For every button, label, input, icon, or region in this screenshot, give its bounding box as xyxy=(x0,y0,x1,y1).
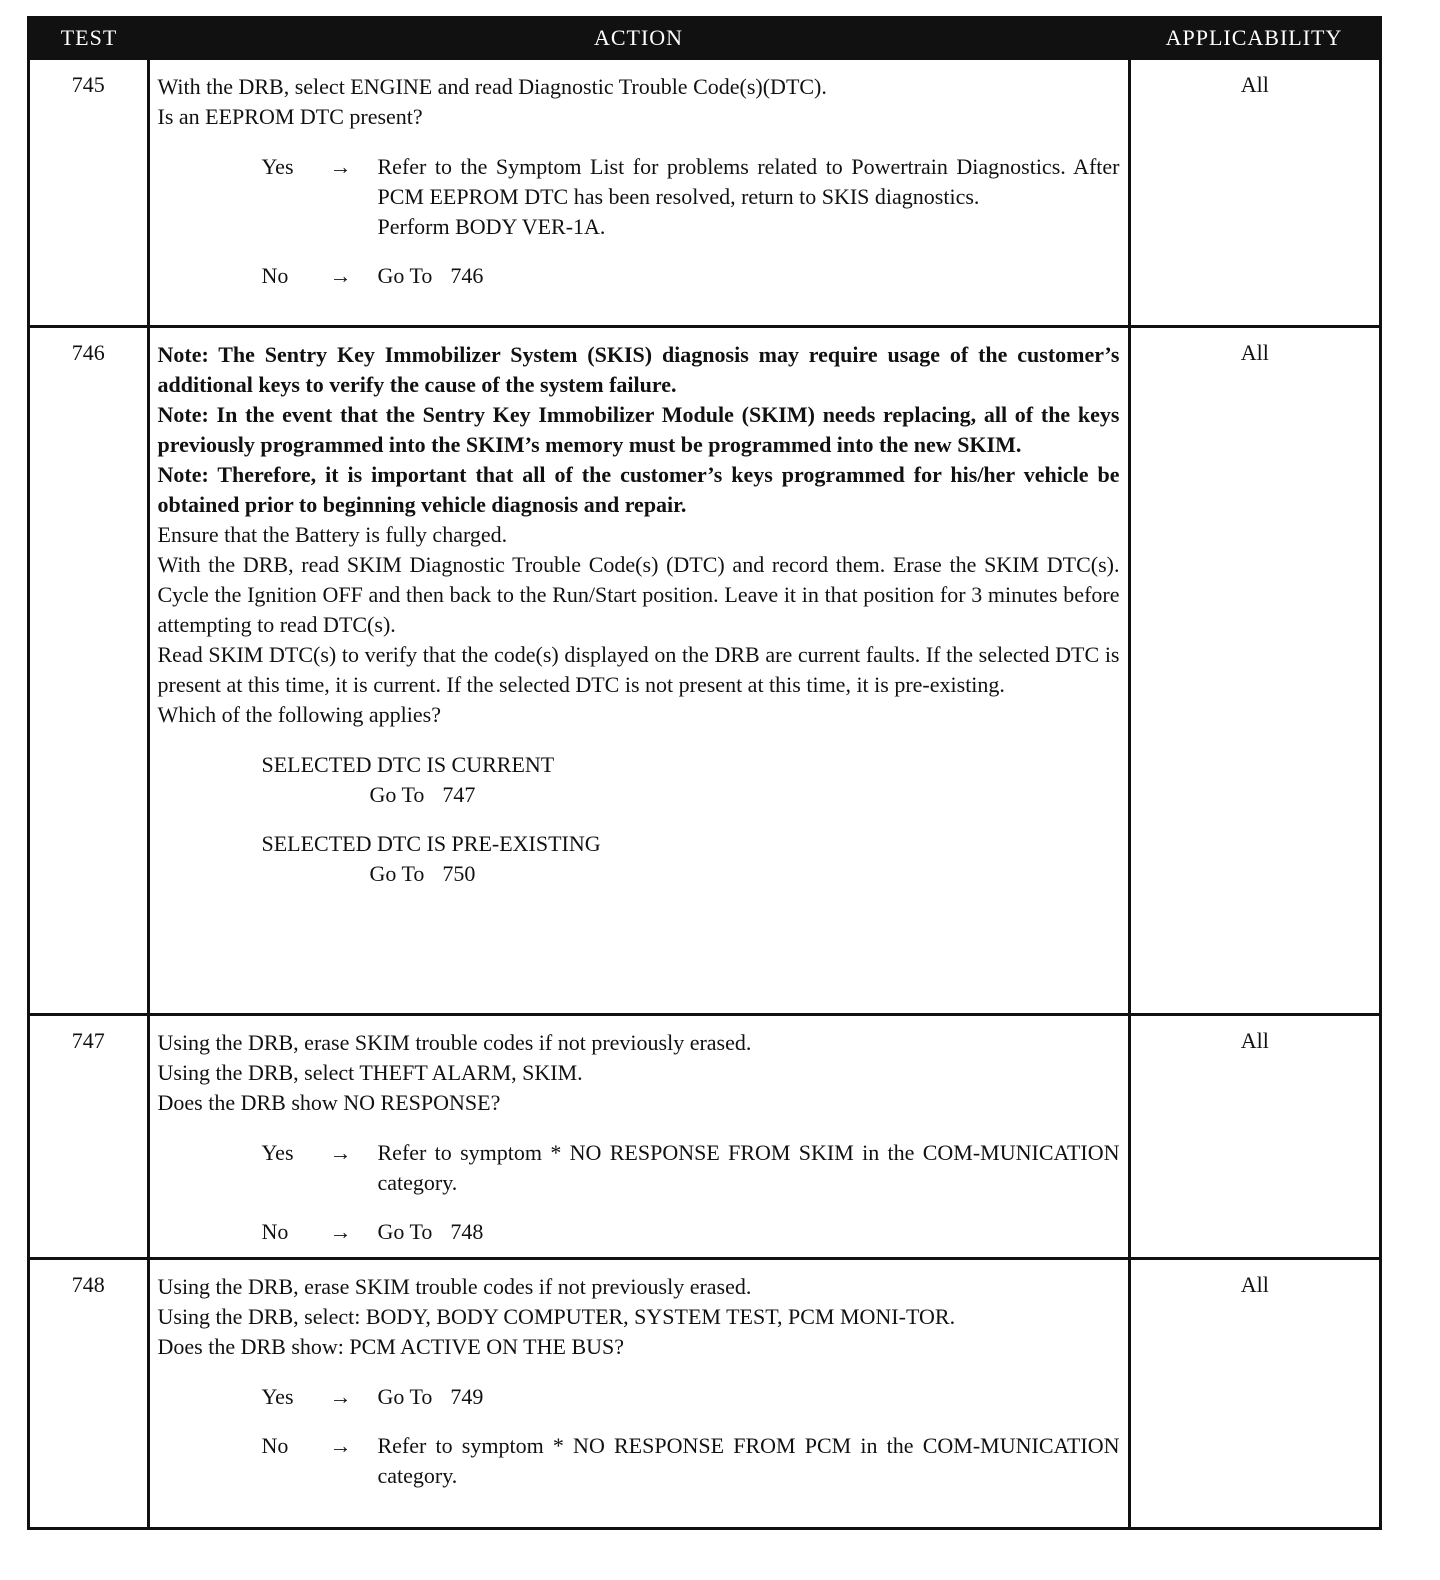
answer-goto xyxy=(378,1382,1120,1412)
test-number: 748 xyxy=(30,1259,148,1527)
action-line: Using the DRB, select THEFT ALARM, SKIM. xyxy=(157,1060,583,1085)
action-line: Using the DRB, erase SKIM trouble codes if not previously erased. xyxy=(157,1030,752,1055)
choice-goto xyxy=(370,780,1120,810)
note-line: Note: The Sentry Key Immobilizer System (SKIS) diagnosis may require usage of the customer’s additional keys to verify the cause of the system failure. xyxy=(157,342,1120,397)
action-line: Ensure that the Battery is fully charged. xyxy=(157,522,508,547)
table-row xyxy=(30,1015,1379,1259)
answer-text xyxy=(378,1138,1120,1198)
header-applicability: APPLICABILITY xyxy=(1129,19,1379,59)
choice-label: SELECTED DTC IS PRE-EXISTING xyxy=(261,831,601,856)
action-line: Read SKIM DTC(s) to verify that the code(s) displayed on the DRB are current faults. If the selected DTC is present at this time, it is current. If the selected DTC is not present at this time, it is pre-existing. xyxy=(157,642,1120,697)
goto-label: Go To xyxy=(377,1384,433,1409)
answer-label: Yes xyxy=(261,1140,294,1165)
applicability-value: All xyxy=(1129,1015,1379,1259)
right-arrow-icon: → xyxy=(329,1140,352,1165)
goto-number: 748 xyxy=(450,1219,484,1244)
action-line: With the DRB, select ENGINE and read Diagnostic Trouble Code(s)(DTC). xyxy=(157,74,827,99)
right-arrow-icon: → xyxy=(329,154,352,179)
answer-label: No xyxy=(261,1433,289,1458)
answer-label: No xyxy=(261,1219,289,1244)
goto-number: 747 xyxy=(442,782,476,807)
goto-label: Go To xyxy=(377,263,433,288)
action-line: Which of the following applies? xyxy=(157,702,441,727)
test-number: 747 xyxy=(30,1015,148,1259)
test-number: 745 xyxy=(30,59,148,327)
action-line: Using the DRB, erase SKIM trouble codes if not previously erased. xyxy=(157,1274,752,1299)
diagnostic-table-sheet xyxy=(27,16,1382,1530)
choice-pre-existing xyxy=(262,829,1120,889)
answer-text xyxy=(378,152,1120,242)
test-number: 746 xyxy=(30,327,148,1015)
answer-text-line: Perform BODY VER-1A. xyxy=(377,214,606,239)
action-cell xyxy=(148,1259,1129,1527)
choice-goto xyxy=(370,859,1120,889)
choice-current xyxy=(262,750,1120,810)
action-cell xyxy=(148,327,1129,1015)
answer-text xyxy=(378,1431,1120,1491)
answer-text-line: Refer to the Symptom List for problems related to Powertrain Diagnostics. After PCM EEPROM DTC has been resolved, return to SKIS diagnostics. xyxy=(377,154,1120,209)
goto-label: Go To xyxy=(377,1219,433,1244)
answer-text-line: Refer to symptom * NO RESPONSE FROM SKIM in the COM-MUNICATION category. xyxy=(377,1140,1120,1195)
action-line: Is an EEPROM DTC present? xyxy=(157,104,423,129)
header-test: TEST xyxy=(30,19,148,59)
answer-yes xyxy=(262,152,1120,242)
answer-list xyxy=(158,1138,1120,1247)
applicability-value: All xyxy=(1129,59,1379,327)
answer-goto xyxy=(378,261,1120,291)
answer-list xyxy=(158,1382,1120,1491)
goto-number: 750 xyxy=(442,861,476,886)
header-action: ACTION xyxy=(148,19,1129,59)
applicability-value: All xyxy=(1129,1259,1379,1527)
answer-label: No xyxy=(261,263,289,288)
action-cell xyxy=(148,1015,1129,1259)
goto-number: 746 xyxy=(450,263,484,288)
applicability-value: All xyxy=(1129,327,1379,1015)
goto-label: Go To xyxy=(369,782,425,807)
note-line: Note: In the event that the Sentry Key Immobilizer Module (SKIM) needs replacing, all of the keys previously programmed into the SKIM’s memory must be programmed into the new SKIM. xyxy=(157,402,1120,457)
answer-goto xyxy=(378,1217,1120,1247)
answer-yes xyxy=(262,1382,1120,1412)
diagnostic-test-table xyxy=(30,19,1379,1527)
action-cell xyxy=(148,59,1129,327)
table-row xyxy=(30,1259,1379,1527)
answer-no xyxy=(262,1431,1120,1491)
choice-list xyxy=(158,750,1120,889)
right-arrow-icon: → xyxy=(329,1384,352,1409)
action-line: Using the DRB, select: BODY, BODY COMPUTER, SYSTEM TEST, PCM MONI-TOR. xyxy=(157,1304,956,1329)
table-row xyxy=(30,59,1379,327)
answer-no xyxy=(262,261,1120,291)
answer-label: Yes xyxy=(261,154,294,179)
table-header-row xyxy=(30,19,1379,59)
action-line: With the DRB, read SKIM Diagnostic Trouble Code(s) (DTC) and record them. Erase the SKIM DTC(s). Cycle the Ignition OFF and then back to the Run/Start position. Leave it in that position for 3 minutes before attempting to read DTC(s). xyxy=(157,552,1120,637)
answer-text-line: Refer to symptom * NO RESPONSE FROM PCM in the COM-MUNICATION category. xyxy=(377,1433,1120,1488)
right-arrow-icon: → xyxy=(329,1433,352,1458)
note-line: Note: Therefore, it is important that all of the customer’s keys programmed for his/her vehicle be obtained prior to beginning vehicle diagnosis and repair. xyxy=(157,462,1120,517)
right-arrow-icon: → xyxy=(329,1219,352,1244)
goto-number: 749 xyxy=(450,1384,484,1409)
answer-list xyxy=(158,152,1120,291)
goto-label: Go To xyxy=(369,861,425,886)
action-line: Does the DRB show NO RESPONSE? xyxy=(157,1090,501,1115)
answer-yes xyxy=(262,1138,1120,1198)
table-row xyxy=(30,327,1379,1015)
action-line: Does the DRB show: PCM ACTIVE ON THE BUS? xyxy=(157,1334,625,1359)
answer-label: Yes xyxy=(261,1384,294,1409)
answer-no xyxy=(262,1217,1120,1247)
choice-label: SELECTED DTC IS CURRENT xyxy=(261,752,555,777)
right-arrow-icon: → xyxy=(329,263,352,288)
